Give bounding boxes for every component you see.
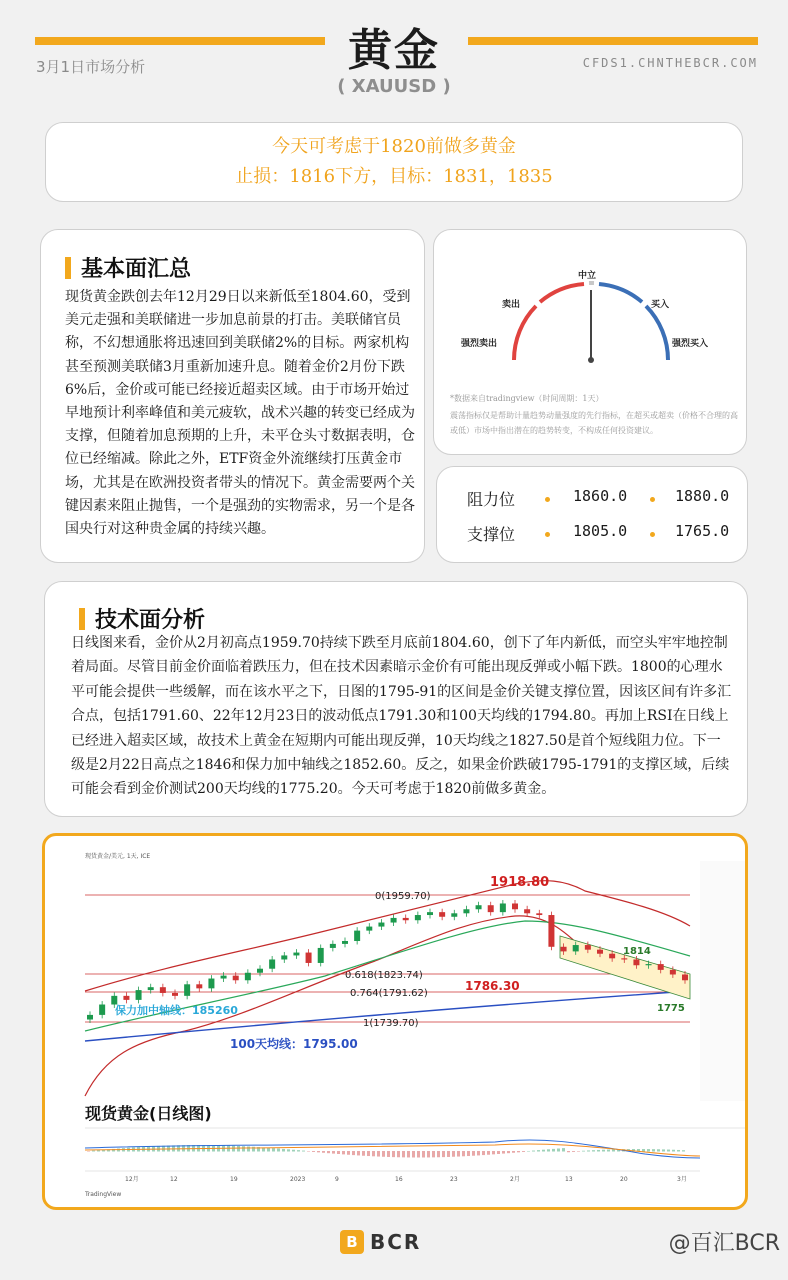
candle [318, 948, 324, 963]
macd-bar [452, 1151, 455, 1157]
macd-bar [507, 1151, 510, 1153]
macd-bar [327, 1151, 330, 1153]
macd-bar [242, 1146, 245, 1151]
macd-bar [337, 1151, 340, 1154]
candle [585, 945, 591, 950]
candle [269, 959, 275, 968]
candle [536, 913, 542, 915]
candle [597, 950, 603, 954]
macd-bar [347, 1151, 350, 1155]
macd-bar [367, 1151, 370, 1156]
macd-bar [432, 1151, 435, 1157]
macd-bar [497, 1151, 500, 1154]
macd-bar [502, 1151, 505, 1154]
chart-frame [42, 833, 748, 1210]
gauge-label-strong-sell: 强烈卖出 [461, 339, 498, 349]
macd-bar [487, 1151, 490, 1155]
macd-bar [582, 1151, 585, 1152]
macd-bar [272, 1148, 275, 1151]
x-tick-label: 2023 [290, 1176, 306, 1183]
macd-bar [362, 1151, 365, 1156]
candle [208, 979, 214, 989]
macd-bar [382, 1151, 385, 1157]
macd-bar [662, 1149, 665, 1151]
macd-bar [287, 1149, 290, 1151]
macd-bar [512, 1151, 515, 1153]
macd-bar [447, 1151, 450, 1157]
macd-bar [307, 1151, 310, 1152]
technical-title-text: 技术面分析 [95, 608, 206, 633]
candle [172, 993, 178, 996]
macd-bar [552, 1149, 555, 1152]
macd-bar [402, 1151, 405, 1157]
macd-bar [667, 1150, 670, 1152]
macd-bar [392, 1151, 395, 1157]
fib-label-618: 0.618(1823.74) [345, 970, 423, 981]
resistance-label: 阻力位 [467, 490, 516, 509]
bullet-dot [545, 497, 550, 502]
macd-bar [87, 1151, 90, 1152]
support-1: 1805.0 [573, 522, 628, 540]
macd-bar [607, 1150, 610, 1152]
macd-bar [297, 1150, 300, 1151]
macd-bar [332, 1151, 335, 1154]
gauge-label-neutral: 中立 [578, 271, 597, 281]
macd-bar [467, 1151, 470, 1156]
macd-bar [97, 1150, 100, 1151]
candle [561, 947, 567, 952]
low-mark-label: 1786.30 [465, 979, 520, 993]
macd-bar [92, 1151, 95, 1152]
macd-bar [247, 1146, 250, 1151]
technical-body: 日线图来看，金价从2月初高点1959.70持续下跌至月底前1804.60，创下了年内新低，而空头牢牢地控制着局面。尽管目前金价面临着跌压力，但在技术因素暗示金价有可能出现反弹或小幅下跌。1800的心理水平可能会提供一些缓解，而在该水平之下，日图的1795-91的区间是金价关键支撑位置，因该区间有许多汇合点，包括1791.60、22年12月23日的波动低点1791.30和100天均线的1794.80。再加上RSI在日线上已经进入超卖区域，故技术上黄金在短期内可能出现反弹，10天均线之1827.50是首个短线阻力位。下一级是2月22日高点之1846和保力加中轴线之1852.60。反之，如果金价跌破1795-1791的支撑区域，后续可能会看到金价测试200天均线的1775.20。今天可考虑于1820前做多黄金。 [71, 635, 732, 798]
candle [548, 915, 554, 947]
candle [342, 941, 348, 944]
x-tick-label: 2月 [510, 1176, 520, 1183]
candle [378, 923, 384, 927]
macd-bar [397, 1151, 400, 1157]
macd-bar [672, 1150, 675, 1152]
macd-bar [572, 1151, 575, 1152]
candle [221, 976, 227, 979]
tradingview-label: TradingView [85, 1191, 122, 1198]
candle [403, 918, 409, 920]
candle [196, 984, 202, 988]
sub-target-label: 1775 [657, 1003, 685, 1014]
macd-bar [657, 1149, 660, 1151]
gauge-note: 震荡指标仅是帮助计量趋势动量强度的先行指标，在超买或超卖（价格不合理的高或低）市场中指出潜在的趋势转变，不构成任何投资建议。 [450, 411, 738, 435]
header-date: 3月1日市场分析 [36, 58, 146, 76]
candle [136, 990, 142, 1000]
x-tick-label: 23 [450, 1176, 458, 1183]
gauge-label-buy: 买入 [651, 300, 670, 310]
candle [512, 903, 518, 909]
macd-bar [567, 1151, 570, 1152]
candle [184, 984, 190, 996]
candle [257, 969, 263, 973]
resistance-2: 1880.0 [675, 487, 730, 505]
macd-bar [477, 1151, 480, 1155]
macd-bar [557, 1148, 560, 1151]
macd-bar [412, 1151, 415, 1157]
macd-bar [282, 1149, 285, 1152]
candle [160, 987, 166, 993]
macd-bar [542, 1150, 545, 1152]
fib-label-764: 0.764(1791.62) [350, 988, 428, 999]
candle [488, 905, 494, 912]
macd-bar [427, 1151, 430, 1157]
candle [415, 915, 421, 920]
watermark: @百汇BCR [668, 1231, 780, 1256]
x-tick-label: 3月 [677, 1176, 687, 1183]
macd-bar [482, 1151, 485, 1155]
fib-label-1: 1(1739.70) [363, 1018, 419, 1029]
header-site: CFDS1.CHNTHEBCR.COM [582, 56, 758, 70]
macd-bar [612, 1149, 615, 1151]
macd-bar [372, 1151, 375, 1156]
macd-bar [312, 1151, 315, 1152]
macd-bar [442, 1151, 445, 1157]
bullet-dot [650, 497, 655, 502]
macd-bar [682, 1150, 685, 1151]
gauge-pivot [588, 357, 594, 363]
candle [451, 913, 457, 916]
x-tick-label: 16 [395, 1176, 403, 1183]
fib-label-0: 0(1959.70) [375, 891, 431, 902]
macd-bar [597, 1150, 600, 1152]
gauge-source: *数据来自tradingview（时间周期：1天） [450, 394, 604, 403]
high-label: 1918.80 [490, 875, 550, 890]
footer-brand [340, 1230, 421, 1254]
macd-bar [267, 1148, 270, 1152]
candle [87, 1015, 93, 1020]
macd-bar [527, 1151, 530, 1152]
gauge-label-sell: 卖出 [502, 300, 521, 310]
candle [524, 909, 530, 913]
fundamentals-title [65, 252, 191, 283]
x-tick-label: 20 [620, 1176, 628, 1183]
candle [245, 973, 251, 981]
support-row [437, 522, 749, 552]
candle [99, 1005, 105, 1015]
macd-bar [422, 1151, 425, 1157]
title-accent-bar [79, 608, 85, 630]
candle [573, 945, 579, 951]
candle [439, 912, 445, 917]
macd-bar [237, 1146, 240, 1152]
page-title: 黄金 [348, 25, 440, 76]
chart-title: 现货黄金(日线图) [85, 1104, 212, 1123]
macd-bar [647, 1149, 650, 1151]
macd-bar [377, 1151, 380, 1157]
candle [670, 970, 676, 975]
technical-title [79, 603, 205, 634]
macd-bar [357, 1151, 360, 1155]
candle [281, 955, 287, 959]
candle [148, 987, 154, 990]
macd-bar [462, 1151, 465, 1156]
candle [500, 903, 506, 912]
candle [633, 959, 639, 965]
macd-bar [342, 1151, 345, 1154]
chart-header-text: 现货黄金/美元, 1天, ICE [85, 853, 151, 860]
macd-bar [417, 1151, 420, 1158]
macd-bar [532, 1151, 535, 1152]
macd-bar [292, 1150, 295, 1152]
candle [306, 953, 312, 963]
gauge-label-strong-buy: 强烈买入 [672, 339, 709, 349]
macd-bar [577, 1151, 580, 1152]
fundamentals-body: 现货黄金跌创去年12月29日以来新低至1804.60，受到美元走强和美联储进一步加息前景的打击。美联储官员称，不幻想通胀将迅速回到美联储2%的目标。两家机构甚至预测美联储3月重新加速升息。随着金价2月份下跌6%后，金价或可能已经接近超卖区域。由于市场开始过早地预计利率峰值和美元疲软，战术兴趣的转变已经成为支撑，但随着加息预期的上升，未平仓头寸数据表明，仓位已经缩减。除此之外，ETF资金外流继续打压黄金市场，尤其是在欧洲投资者带头的情况下。黄金需要两个关键因素来阻止抛售，一个是强劲的实物需求，另一个是各国央行对这种贵金属的持续兴趣。 [65, 289, 415, 538]
fundamentals-title-text: 基本面汇总 [81, 257, 192, 282]
candle [476, 905, 482, 909]
target-label: 1814 [623, 946, 651, 957]
support-label: 支撑位 [467, 525, 516, 544]
macd-bar [437, 1151, 440, 1157]
macd-bar [522, 1151, 525, 1152]
gauge-strong-sell-arc [514, 306, 536, 360]
macd-bar [677, 1150, 680, 1152]
x-tick-label: 13 [565, 1176, 573, 1183]
candle [391, 918, 397, 923]
macd-bar [277, 1149, 280, 1152]
x-axis [125, 1175, 687, 1183]
macd-bar [387, 1151, 390, 1157]
advice-card [45, 122, 743, 202]
candle [621, 958, 627, 959]
page-subtitle: ( XAUUSD ) [337, 76, 451, 97]
macd-bar [302, 1151, 305, 1152]
macd-bar [407, 1151, 410, 1157]
macd-bar [642, 1149, 645, 1151]
macd-bar [517, 1151, 520, 1152]
gauge-buy-arc [599, 284, 642, 302]
brand-name: BCR [370, 1230, 422, 1254]
title-accent-bar [65, 257, 71, 279]
macd-bar [592, 1150, 595, 1151]
macd-bar [537, 1150, 540, 1151]
macd-bar [317, 1151, 320, 1152]
candle [646, 964, 652, 965]
x-tick-label: 12月 [125, 1176, 139, 1183]
macd-bar [602, 1150, 605, 1152]
candle [463, 909, 469, 913]
macd-bar [472, 1151, 475, 1156]
candle [354, 931, 360, 941]
price-axis-bg [700, 861, 745, 1101]
candle [293, 953, 299, 956]
candle [658, 964, 664, 970]
macd-bar [352, 1151, 355, 1155]
macd-bar [457, 1151, 460, 1157]
advice-line-2: 止损：1816下方，目标：1831，1835 [235, 166, 553, 187]
boll-mid-label: 保力加中轴线：185260 [115, 1004, 238, 1017]
candle [123, 996, 129, 1000]
resistance-row [437, 487, 749, 517]
bullet-dot [545, 532, 550, 537]
resistance-1: 1860.0 [573, 487, 628, 505]
advice-line-1: 今天可考虑于1820前做多黄金 [272, 136, 516, 157]
macd-bar [587, 1150, 590, 1151]
candle [427, 912, 433, 915]
x-tick-label: 9 [335, 1176, 339, 1183]
brand-logo-icon: B [340, 1230, 364, 1254]
gauge-strong-buy-arc [646, 306, 668, 360]
x-tick-label: 19 [230, 1176, 238, 1183]
ma100-label: 100天均线：1795.00 [230, 1037, 358, 1051]
gauge-sell-arc [540, 284, 584, 302]
macd-bar [562, 1148, 565, 1151]
macd-bar [547, 1149, 550, 1151]
macd-bar [322, 1151, 325, 1153]
chart-svg [45, 836, 745, 1207]
bullet-dot [650, 532, 655, 537]
candle [233, 976, 239, 981]
macd-bar [652, 1149, 655, 1151]
levels-card [436, 466, 748, 563]
gauge-card [433, 229, 747, 455]
candle [682, 974, 688, 980]
support-2: 1765.0 [675, 522, 730, 540]
candle [330, 944, 336, 948]
fundamentals-card [40, 229, 425, 563]
macd-bar [492, 1151, 495, 1154]
x-tick-label: 12 [170, 1176, 178, 1183]
candle [366, 927, 372, 931]
candle [609, 954, 615, 959]
technical-card [44, 581, 748, 817]
